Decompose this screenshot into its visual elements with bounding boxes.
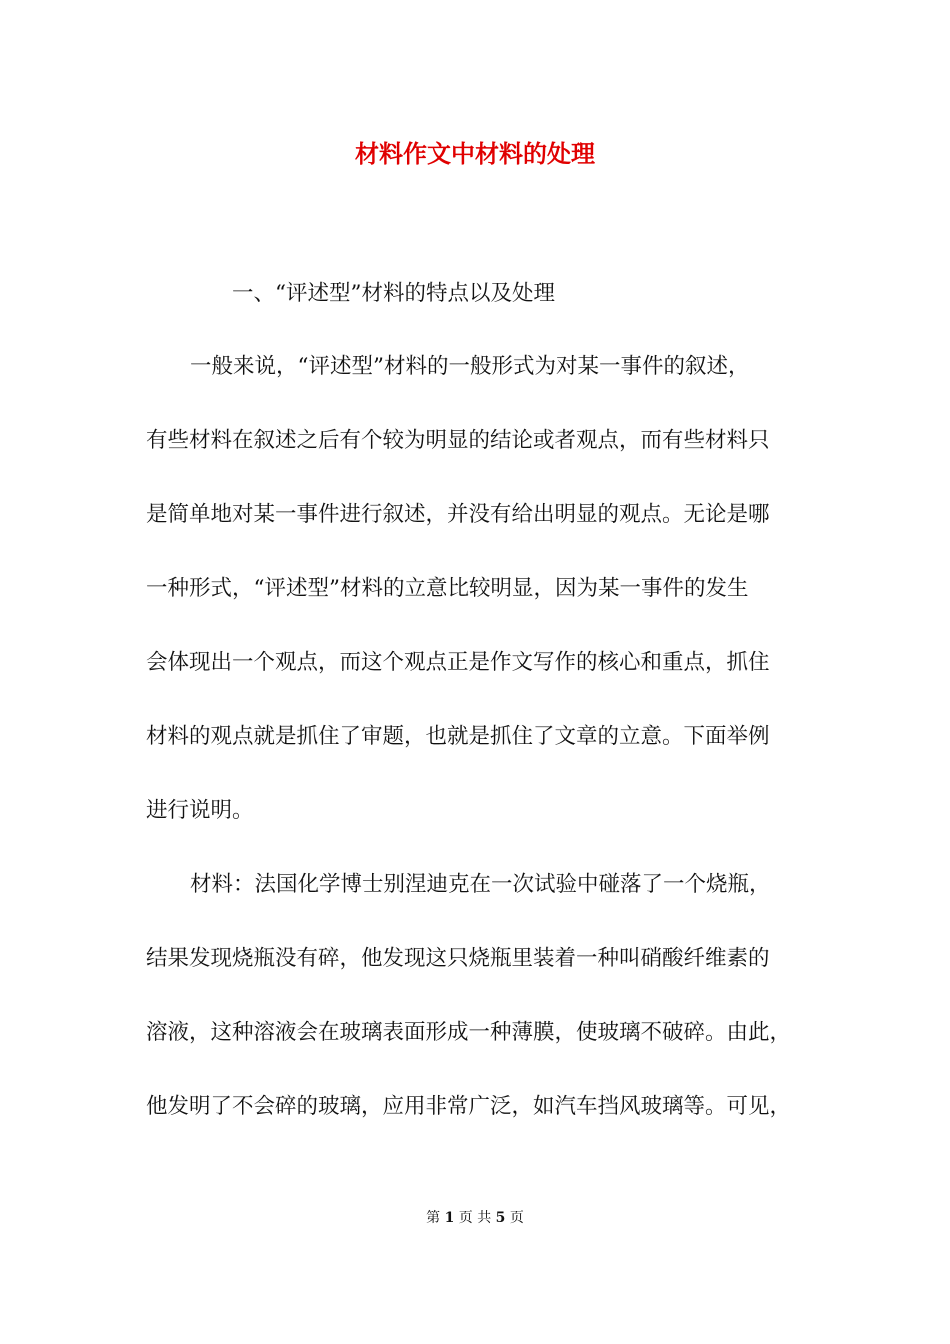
- paragraph-1-line-7: 进行说明。: [146, 798, 254, 823]
- paragraph-1-line-5: 会体现出一个观点，而这个观点正是作文写作的核心和重点，抓住: [146, 650, 770, 675]
- paragraph-2-line-4: 他发明了不会碎的玻璃，应用非常广泛，如汽车挡风玻璃等。可见，: [146, 1094, 792, 1119]
- footer-total-pages: 5: [495, 1210, 506, 1226]
- paragraph-1-line-1: 一般来说，“评述型”材料的一般形式为对某一事件的叙述，: [190, 354, 750, 379]
- paragraph-1-line-6: 材料的观点就是抓住了审题，也就是抓住了文章的立意。下面举例: [146, 724, 770, 749]
- paragraph-2-line-2: 结果发现烧瓶没有碎，他发现这只烧瓶里装着一种叫硝酸纤维素的: [146, 946, 770, 971]
- paragraph-2-line-3: 溶液，这种溶液会在玻璃表面形成一种薄膜，使玻璃不破碎。由此，: [146, 1020, 792, 1045]
- paragraph-1-line-4: 一种形式，“评述型”材料的立意比较明显，因为某一事件的发生: [146, 576, 749, 601]
- page-footer: [0, 1208, 950, 1228]
- footer-middle: 页 共: [458, 1210, 492, 1226]
- section-heading: 一、“评述型”材料的特点以及处理: [232, 281, 555, 306]
- footer-suffix: 页: [509, 1210, 524, 1226]
- paragraph-2-line-1: 材料：法国化学博士别涅迪克在一次试验中碰落了一个烧瓶，: [190, 872, 771, 897]
- document-title: 材料作文中材料的处理: [355, 139, 595, 168]
- paragraph-1-line-3: 是简单地对某一事件进行叙述，并没有给出明显的观点。无论是哪: [146, 502, 770, 527]
- paragraph-1-line-2: 有些材料在叙述之后有个较为明显的结论或者观点，而有些材料只: [146, 428, 770, 453]
- footer-prefix: 第: [426, 1210, 441, 1226]
- footer-page-number: 1: [444, 1210, 455, 1226]
